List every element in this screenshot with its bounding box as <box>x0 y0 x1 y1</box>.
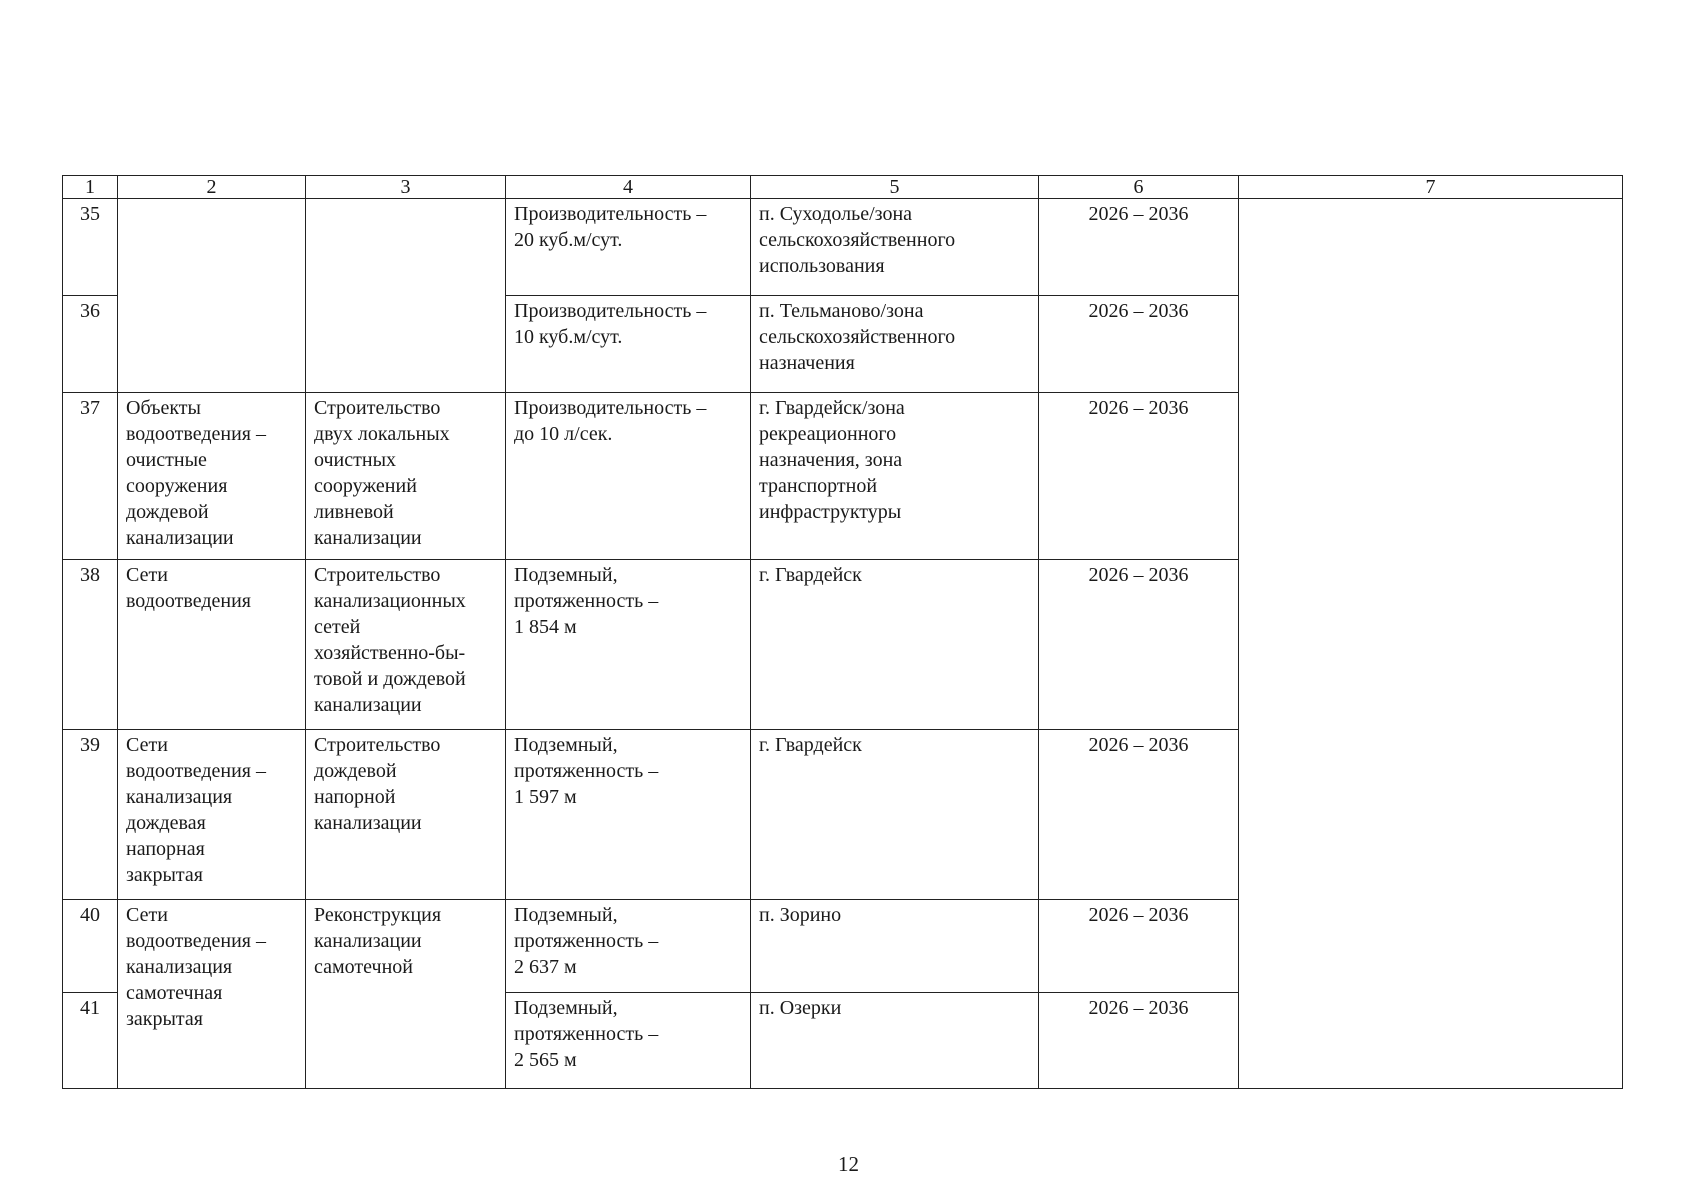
header-col-3: 3 <box>306 176 506 199</box>
col7-cell <box>1239 199 1623 1089</box>
measure-cell: Строительство канализационных сетей хозяйственно-бы- товой и дождевой канализации <box>306 560 506 730</box>
row-number: 37 <box>63 393 118 560</box>
row-number: 35 <box>63 199 118 296</box>
measure-cell: Строительство дождевой напорной канализации <box>306 730 506 900</box>
location-cell: п. Тельманово/зона сельскохозяйственного назначения <box>751 296 1039 393</box>
row-number: 39 <box>63 730 118 900</box>
period-cell: 2026 – 2036 <box>1039 993 1239 1089</box>
row-number: 38 <box>63 560 118 730</box>
object-name-cell: Сети водоотведения <box>118 560 306 730</box>
header-col-6: 6 <box>1039 176 1239 199</box>
period-cell: 2026 – 2036 <box>1039 560 1239 730</box>
header-col-7: 7 <box>1239 176 1623 199</box>
period-cell: 2026 – 2036 <box>1039 296 1239 393</box>
table-row <box>63 199 1623 296</box>
period-cell: 2026 – 2036 <box>1039 900 1239 993</box>
object-name-cell: Сети водоотведения – канализация самотечная закрытая <box>118 900 306 1089</box>
header-col-1: 1 <box>63 176 118 199</box>
location-cell: г. Гвардейск <box>751 730 1039 900</box>
characteristics-cell: Подземный, протяженность – 2 637 м <box>506 900 751 993</box>
period-cell: 2026 – 2036 <box>1039 199 1239 296</box>
row-number: 41 <box>63 993 118 1089</box>
characteristics-cell: Производительность – 20 куб.м/сут. <box>506 199 751 296</box>
page-number: 12 <box>838 1152 859 1176</box>
location-cell: п. Зорино <box>751 900 1039 993</box>
location-cell: г. Гвардейск/зона рекреационного назначения, зона транспортной инфраструктуры <box>751 393 1039 560</box>
location-cell: п. Суходолье/зона сельскохозяйственного использования <box>751 199 1039 296</box>
measure-cell <box>306 199 506 393</box>
measure-cell: Строительство двух локальных очистных сооружений ливневой канализации <box>306 393 506 560</box>
object-name-cell <box>118 199 306 393</box>
row-number: 40 <box>63 900 118 993</box>
header-col-4: 4 <box>506 176 751 199</box>
header-row <box>63 176 1623 199</box>
row-number: 36 <box>63 296 118 393</box>
characteristics-cell: Подземный, протяженность – 1 854 м <box>506 560 751 730</box>
characteristics-cell: Производительность – 10 куб.м/сут. <box>506 296 751 393</box>
measure-cell: Реконструкция канализации самотечной <box>306 900 506 1089</box>
location-cell: г. Гвардейск <box>751 560 1039 730</box>
location-cell: п. Озерки <box>751 993 1039 1089</box>
characteristics-cell: Подземный, протяженность – 2 565 м <box>506 993 751 1089</box>
header-col-2: 2 <box>118 176 306 199</box>
object-name-cell: Объекты водоотведения – очистные сооружения дождевой канализации <box>118 393 306 560</box>
characteristics-cell: Производительность – до 10 л/сек. <box>506 393 751 560</box>
period-cell: 2026 – 2036 <box>1039 393 1239 560</box>
period-cell: 2026 – 2036 <box>1039 730 1239 900</box>
object-name-cell: Сети водоотведения – канализация дождевая напорная закрытая <box>118 730 306 900</box>
header-col-5: 5 <box>751 176 1039 199</box>
infrastructure-table <box>62 175 1623 1089</box>
characteristics-cell: Подземный, протяженность – 1 597 м <box>506 730 751 900</box>
